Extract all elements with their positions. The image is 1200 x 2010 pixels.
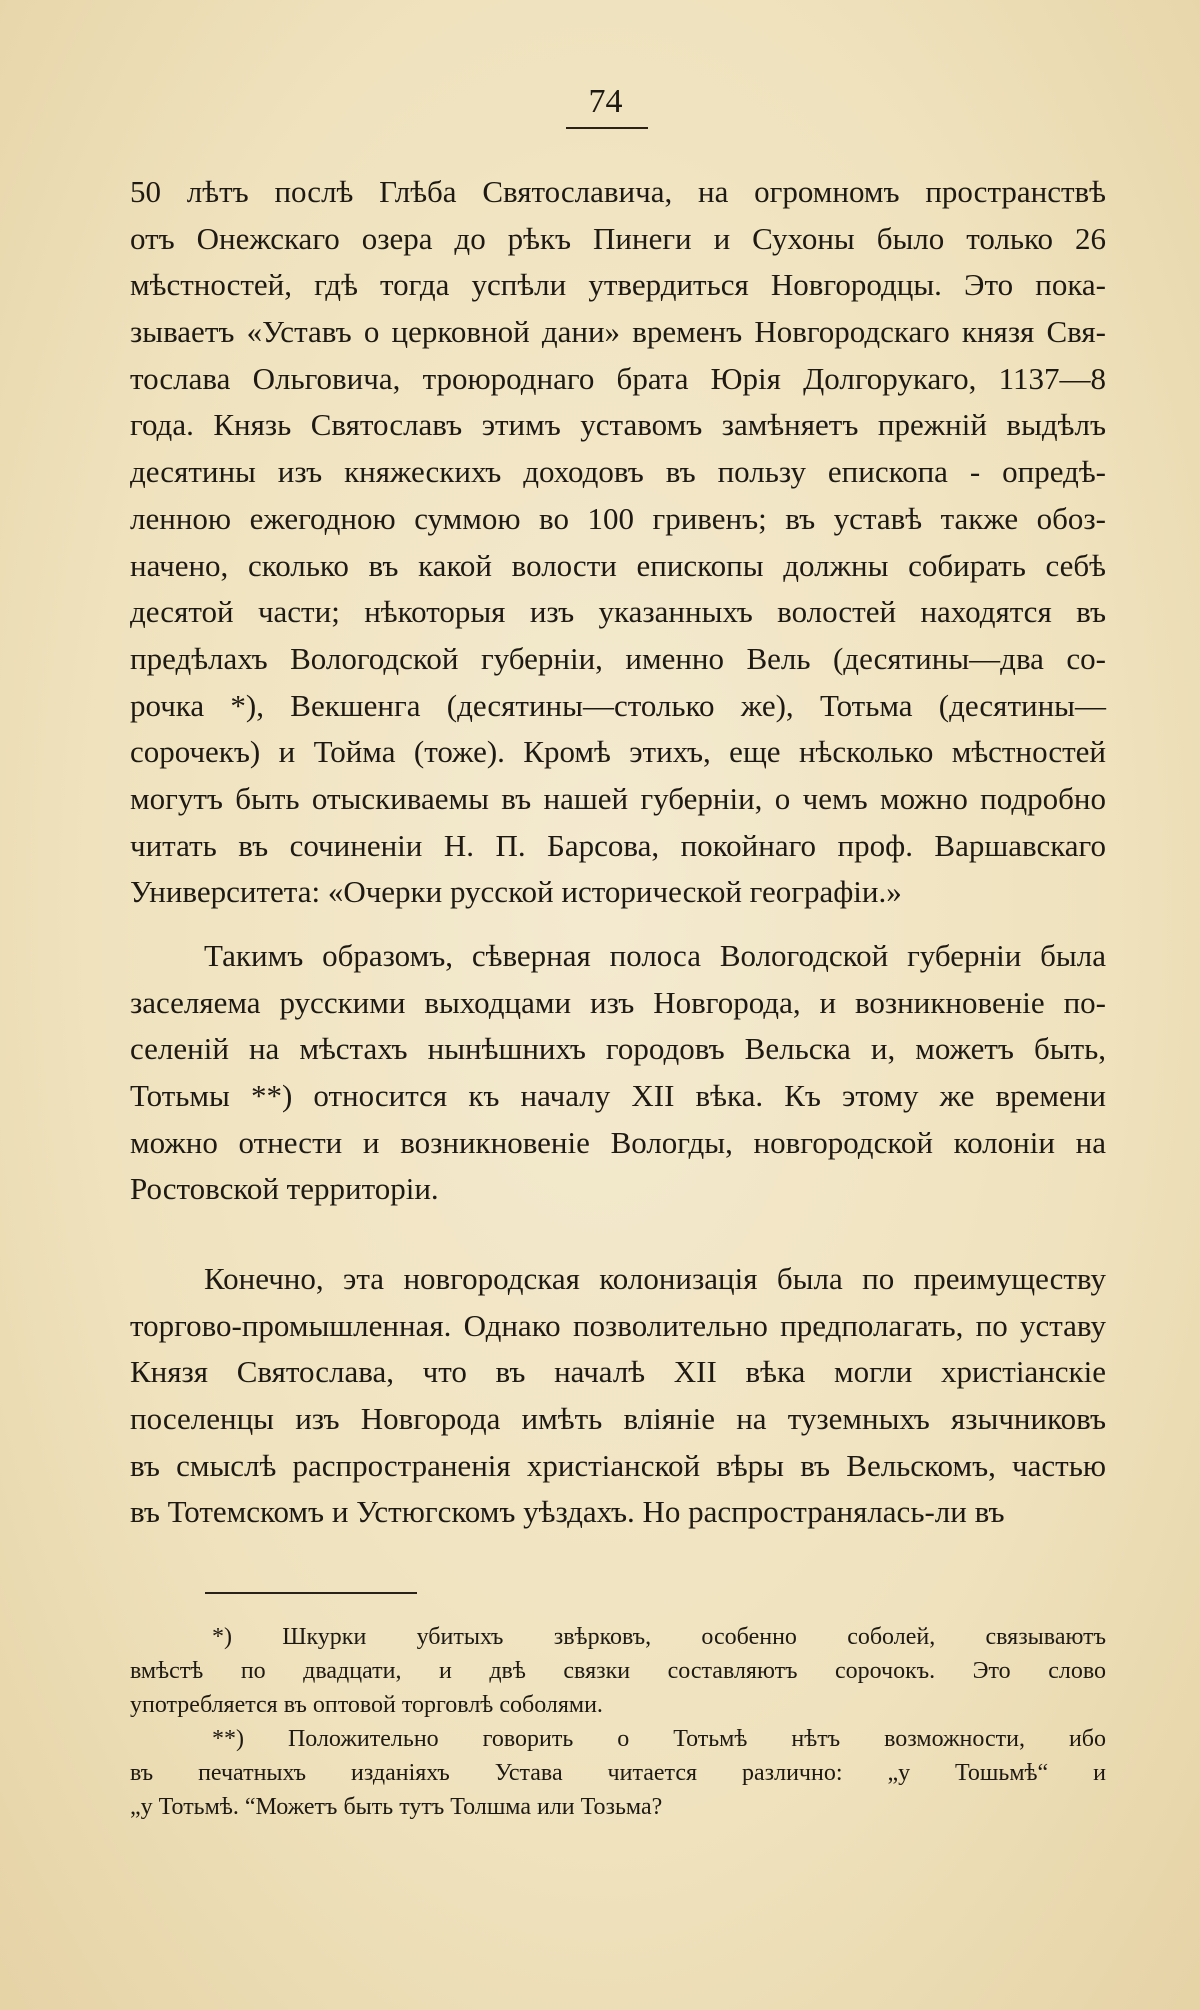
text-line: заселяема русскими выходцами изъ Новгорода, и возникновеніе по- <box>130 984 1106 1020</box>
text-line: Университета: «Очерки русской исторической географіи.» <box>130 874 902 910</box>
footnote-1 <box>130 1620 1106 1722</box>
text-line: отъ Онежскаго озера до рѣкъ Пинеги и Сухоны было только 26 <box>130 220 1106 256</box>
paragraph-3 <box>130 1256 1106 1536</box>
text-line: ленною ежегодною суммою во 100 гривенъ; въ уставѣ также обоз- <box>130 500 1106 536</box>
text-line: читать въ сочиненіи Н. П. Барсова, покойнаго проф. Варшавскаго <box>130 827 1106 863</box>
text-line: Такимъ образомъ, сѣверная полоса Вологодской губерніи была <box>204 938 1106 973</box>
text-line: въ печатныхъ изданіяхъ Устава читается различно: „у Тошьмѣ“ и <box>130 1760 1106 1786</box>
paragraph-2 <box>130 933 1106 1213</box>
text-line: тослава Ольговича, троюроднаго брата Юрія Долгорукаго, 1137—8 <box>130 360 1106 396</box>
footnote-separator <box>205 1592 417 1594</box>
page-number: 74 <box>588 83 623 120</box>
text-line: рочка *), Векшенга (десятины—столько же), Тотьма (десятины— <box>130 687 1106 723</box>
text-line: вмѣстѣ по двадцати, и двѣ связки составляютъ сорочокъ. Это слово <box>130 1658 1106 1684</box>
text-line: Князя Святослава, что въ началѣ XII вѣка могли христіанскіе <box>130 1354 1106 1390</box>
text-line: **) Положительно говорить о Тотьмѣ нѣтъ возможности, ибо <box>212 1726 1106 1752</box>
text-line: десятой части; нѣкоторыя изъ указанныхъ волостей находятся въ <box>130 594 1106 630</box>
text-line: предѣлахъ Вологодской губерніи, именно Вель (десятины—два со- <box>130 640 1106 676</box>
text-line: въ смыслѣ распространенія христіанской вѣры въ Вельскомъ, частью <box>130 1447 1106 1483</box>
text-line: поселенцы изъ Новгорода имѣть вліяніе на туземныхъ язычниковъ <box>130 1401 1106 1437</box>
text-line: „у Тотьмѣ. “Можетъ быть тутъ Толшма или Тозьма? <box>130 1794 663 1820</box>
text-line: начено, сколько въ какой волости епископы должны собирать себѣ <box>130 547 1106 583</box>
page-number-underline <box>566 127 648 129</box>
text-line: года. Князь Святославъ этимъ уставомъ замѣняетъ прежній выдѣлъ <box>130 407 1106 443</box>
text-line: можно отнести и возникновеніе Вологды, новгородской колоніи на <box>130 1124 1106 1160</box>
footnote-2 <box>130 1722 1106 1824</box>
text-line: десятины изъ княжескихъ доходовъ въ пользу епископа - опредѣ- <box>130 454 1106 490</box>
text-line: Тотьмы **) относится къ началу XII вѣка. Къ этому же времени <box>130 1078 1106 1114</box>
text-line: селеній на мѣстахъ нынѣшнихъ городовъ Вельска и, можетъ быть, <box>130 1031 1106 1067</box>
text-line: употребляется въ оптовой торговлѣ соболями. <box>130 1692 603 1718</box>
paragraph-1 <box>130 169 1106 916</box>
text-line: Ростовской территоріи. <box>130 1171 439 1207</box>
text-line: зываетъ «Уставъ о церковной дани» временъ Новгородскаго князя Свя- <box>130 314 1106 350</box>
text-line: мѣстностей, гдѣ тогда успѣли утвердиться Новгородцы. Это пока- <box>130 267 1106 303</box>
text-line: *) Шкурки убитыхъ звѣрковъ, особенно соболей, связываютъ <box>212 1624 1106 1650</box>
text-line: могутъ быть отыскиваемы въ нашей губерніи, о чемъ можно подробно <box>130 780 1106 816</box>
text-line: въ Тотемскомъ и Устюгскомъ уѣздахъ. Но распространялась-ли въ <box>130 1494 1005 1530</box>
text-line: 50 лѣтъ послѣ Глѣба Святославича, на огромномъ пространствѣ <box>130 174 1106 209</box>
text-line: торгово-промышленная. Однако позволительно предполагать, по уставу <box>130 1307 1106 1343</box>
text-line: сорочекъ) и Тойма (тоже). Кромѣ этихъ, еще нѣсколько мѣстностей <box>130 734 1106 770</box>
text-line: Конечно, эта новгородская колонизація была по преимуществу <box>204 1261 1106 1296</box>
